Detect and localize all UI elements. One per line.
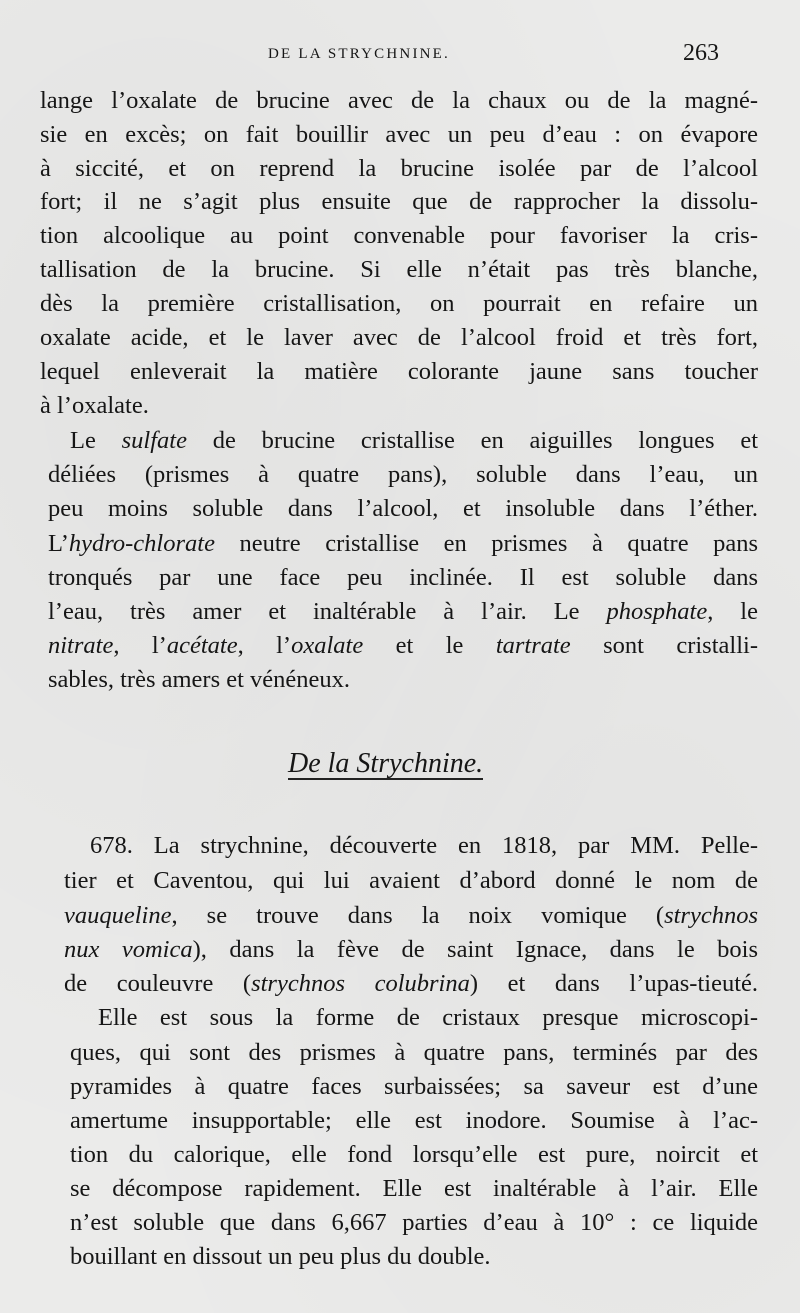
text-line: dès la première cristallisation, on pourrait en refaire un (40, 290, 758, 317)
section-title: De la Strychnine. (288, 748, 484, 779)
text-line: se décompose rapidement. Elle est inaltérable à l’air. Elle (70, 1175, 758, 1202)
text-line: lequel enleverait la matière colorante jaune sans toucher (40, 358, 758, 385)
text-line: sie en excès; on fait bouillir avec un peu d’eau : on évapore (40, 121, 758, 148)
text-line: nux vomica), dans la fève de saint Ignace, dans le bois (64, 936, 759, 963)
text-line: tion alcoolique au point convenable pour favoriser la cris- (40, 222, 758, 249)
text-line: pyramides à quatre faces surbaissées; sa saveur est d’une (70, 1073, 758, 1100)
text-line: amertume insupportable; elle est inodore. Soumise à l’ac- (70, 1107, 758, 1134)
text-line: L’hydro-chlorate neutre cristallise en prismes à quatre pans (48, 530, 758, 557)
text-line: lange l’oxalate de brucine avec de la chaux ou de la magné- (40, 87, 758, 114)
text-line: vauqueline, se trouve dans la noix vomique (strychnos (64, 902, 758, 929)
text-line: tallisation de la brucine. Si elle n’était pas très blanche, (40, 256, 758, 283)
running-head: DE LA STRYCHNINE. (268, 46, 450, 62)
text-line: bouillant en dissout un peu plus du double. (70, 1243, 491, 1270)
text-line: sables, très amers et vénéneux. (48, 666, 351, 693)
text-line: à siccité, et on reprend la brucine isolée par de l’alcool (40, 155, 758, 182)
text-line: à l’oxalate. (40, 392, 149, 419)
text-line: nitrate, l’acétate, l’oxalate et le tartrate sont cristalli- (48, 632, 758, 659)
text-line: déliées (prismes à quatre pans), soluble dans l’eau, un (48, 461, 758, 488)
text-line: peu moins soluble dans l’alcool, et insoluble dans l’éther. (48, 495, 758, 522)
text-line: 678. La strychnine, découverte en 1818, par MM. Pelle- (90, 832, 758, 859)
page-number: 263 (683, 40, 719, 66)
text-line: oxalate acide, et le laver avec de l’alcool froid et très fort, (40, 324, 758, 351)
text-line: fort; il ne s’agit plus ensuite que de rapprocher la dissolu- (40, 188, 758, 215)
page-header (0, 40, 800, 66)
text-line: n’est soluble que dans 6,667 parties d’eau à 10° : ce liquide (70, 1209, 758, 1236)
text-line: de couleuvre (strychnos colubrina) et dans l’upas-tieuté. (64, 970, 759, 997)
text-line: tronqués par une face peu inclinée. Il est soluble dans (48, 564, 758, 591)
text-line: tier et Caventou, qui lui avaient d’abord donné le nom de (64, 867, 758, 894)
text-line: Le sulfate de brucine cristallise en aiguilles longues et (70, 427, 758, 454)
text-line: tion du calorique, elle fond lorsqu’elle est pure, noircit et (70, 1141, 758, 1168)
text-line: l’eau, très amer et inaltérable à l’air. Le phosphate, le (48, 598, 758, 625)
text-line: ques, qui sont des prismes à quatre pans, terminés par des (70, 1039, 758, 1066)
text-line: Elle est sous la forme de cristaux presque microscopi- (98, 1004, 758, 1031)
